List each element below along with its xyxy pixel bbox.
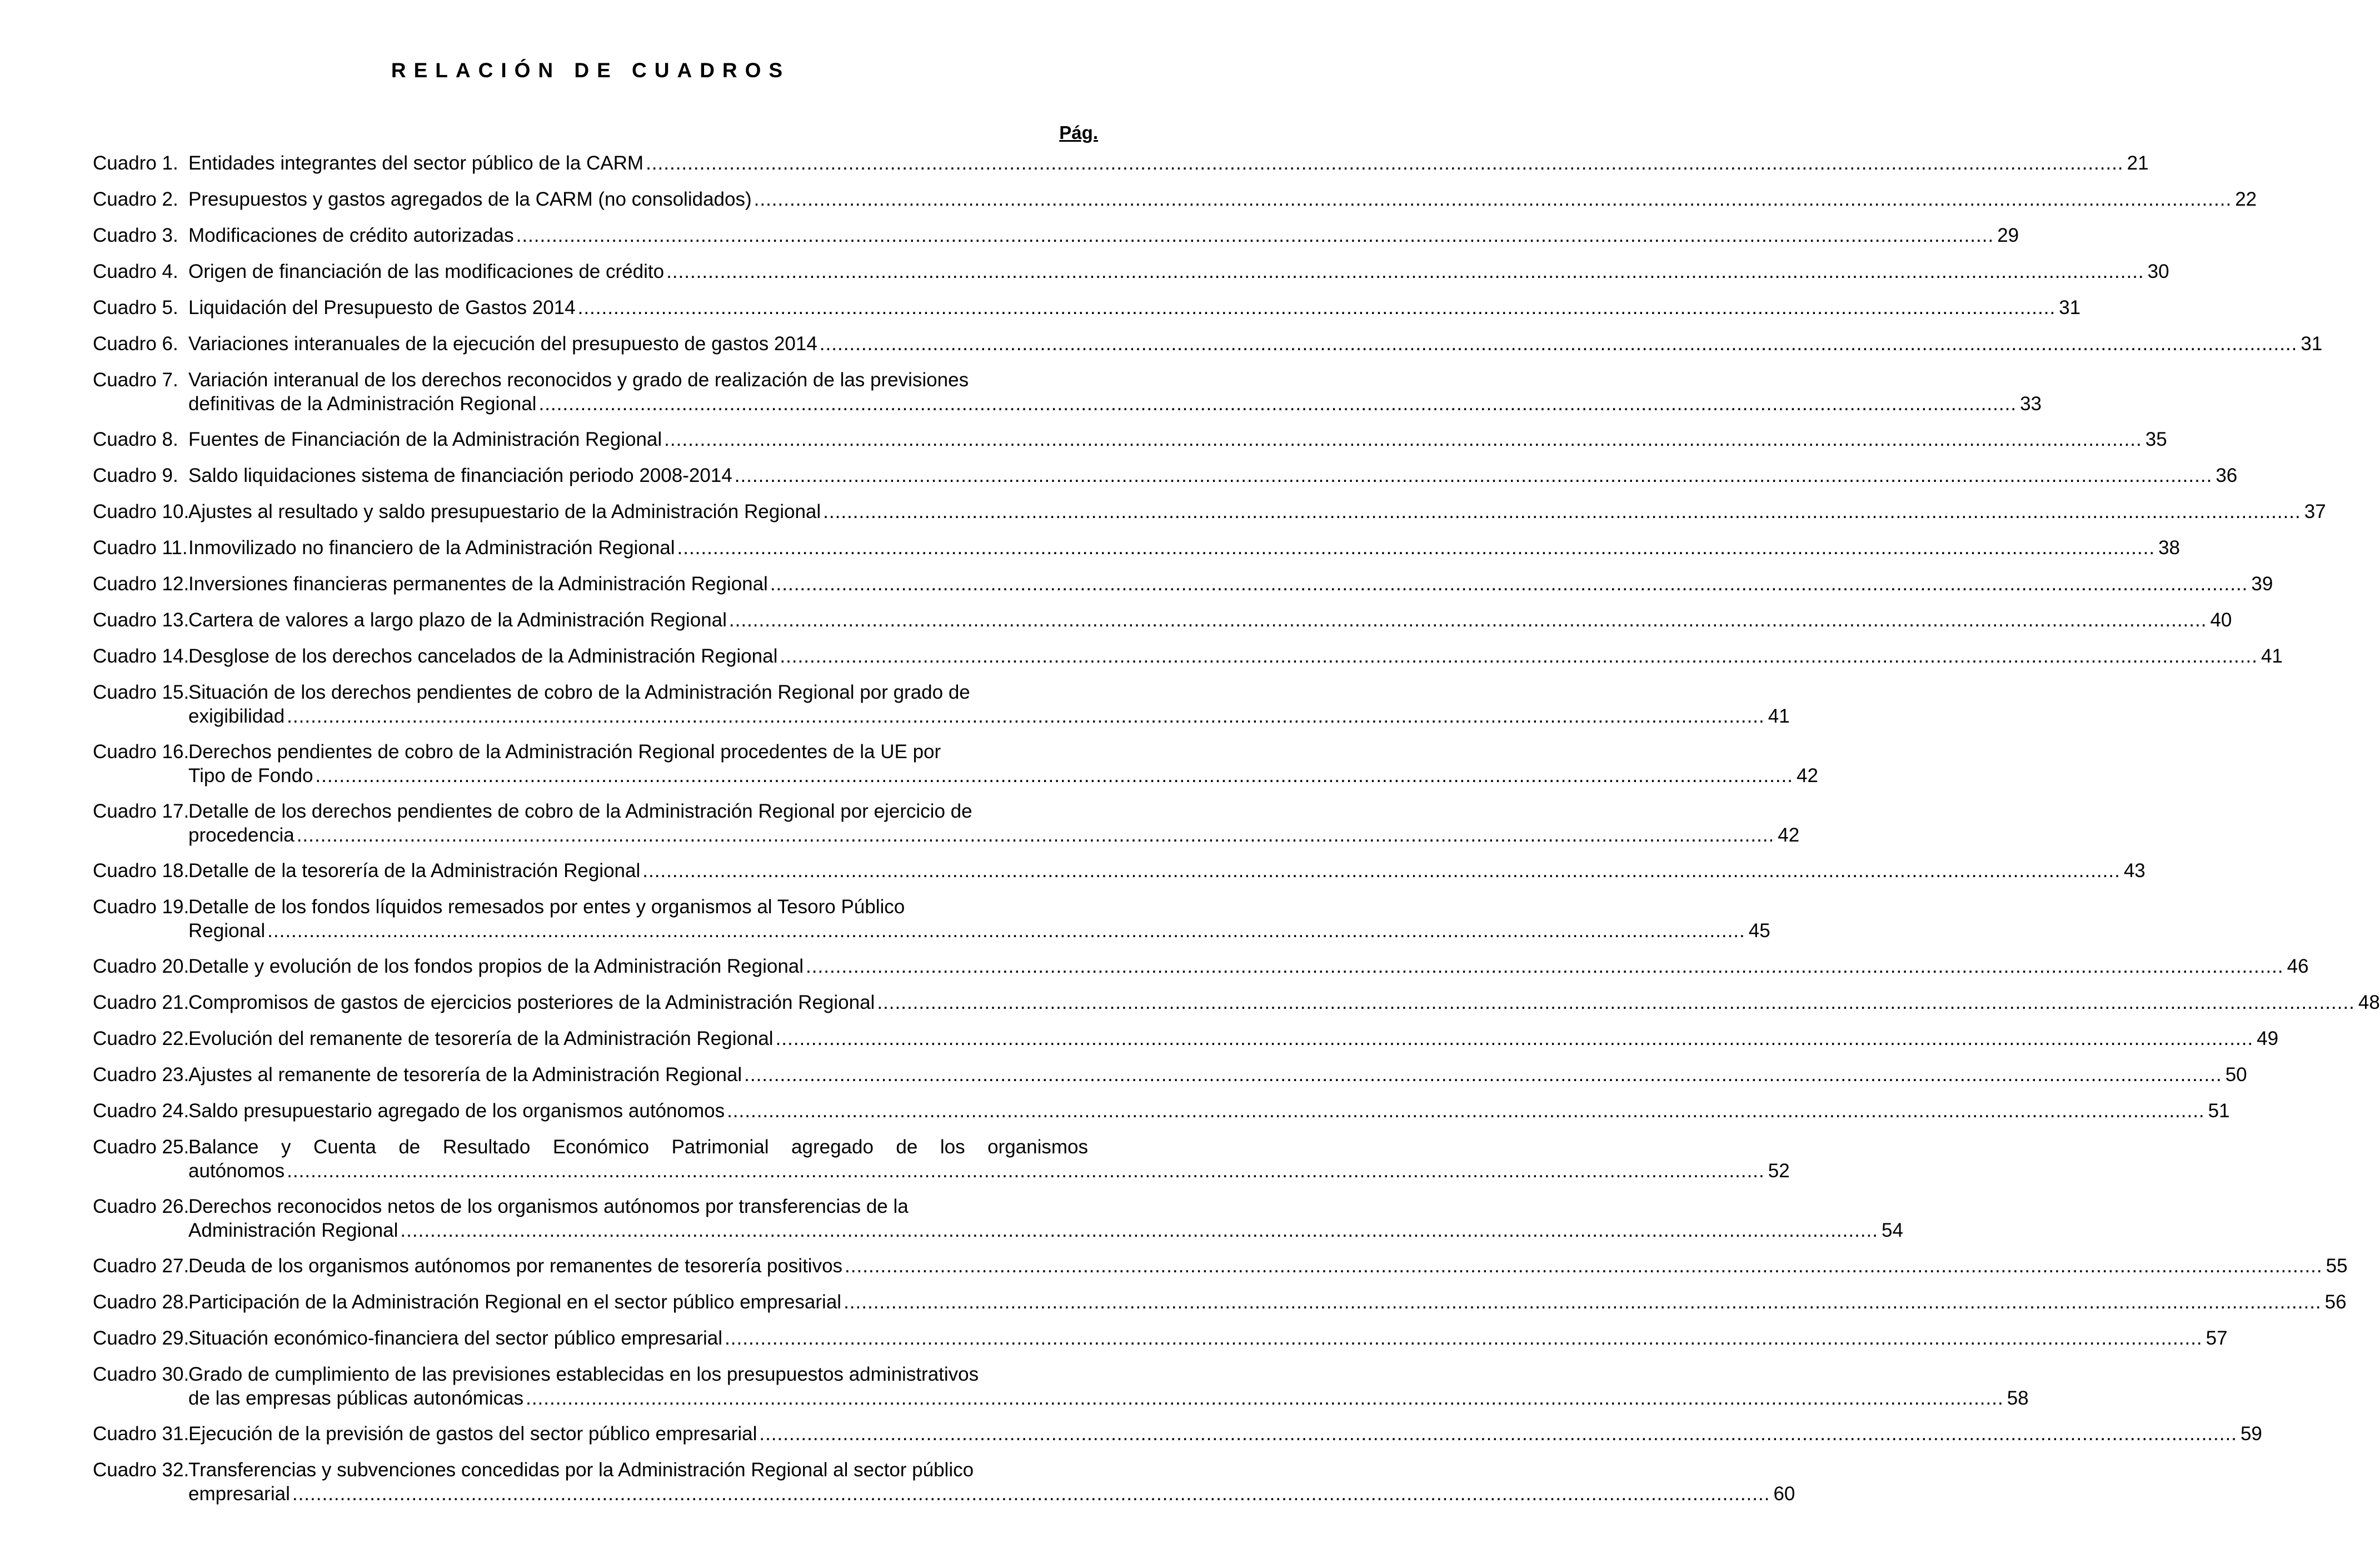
toc-entry-title: Fuentes de Financiación de la Administración Regional: [188, 429, 662, 450]
toc-entry: [93, 151, 2149, 175]
toc-entry-title: Entidades integrantes del sector público de la CARM: [188, 152, 644, 174]
toc-entry: [93, 464, 2238, 487]
dot-leader: [315, 764, 1793, 788]
toc-entry-title: Ejecución de la previsión de gastos del sector público empresarial: [188, 1423, 757, 1445]
toc-entry: [93, 895, 1770, 943]
toc-entry: [93, 954, 2309, 978]
toc-entry-page-number: 37: [2304, 501, 2326, 522]
toc-entry-title: Modificaciones de crédito autorizadas: [188, 225, 514, 246]
dot-leader: [292, 1482, 1770, 1506]
table-of-contents: [93, 151, 2380, 1517]
toc-entry-title: Cartera de valores a largo plazo de la Administración Regional: [188, 609, 727, 631]
toc-entry-title: Tipo de Fondo: [188, 765, 313, 787]
toc-entry-title: definitivas de la Administración Regional: [188, 393, 537, 415]
dot-leader: [759, 1422, 2237, 1446]
toc-entry: [93, 1458, 1795, 1506]
toc-entry-title: Participación de la Administración Regional en el sector público empresarial: [188, 1291, 842, 1313]
dot-leader: [578, 296, 2056, 320]
toc-entry: [93, 608, 2232, 632]
toc-entry: [93, 1326, 2228, 1350]
toc-entry-title: Ajustes al resultado y saldo presupuestario de la Administración Regional: [188, 501, 821, 522]
toc-entry-title-line1: Balance y Cuenta de Resultado Económico Patrimonial agregado de los organismos: [188, 1136, 1088, 1158]
toc-entry-title: autónomos: [188, 1160, 285, 1182]
dot-leader: [877, 990, 2355, 1014]
toc-entry-label: Cuadro 16.: [93, 741, 189, 763]
toc-entry: [93, 187, 2257, 211]
toc-entry-label: Cuadro 31.: [93, 1423, 189, 1445]
toc-entry-label: Cuadro 6.: [93, 333, 178, 355]
dot-leader: [735, 464, 2213, 487]
toc-entry-page-number: 43: [2123, 860, 2146, 882]
toc-entry-label: Cuadro 17.: [93, 800, 189, 822]
toc-entry: [93, 427, 2167, 451]
dot-leader: [297, 823, 1775, 847]
toc-entry: [93, 223, 2019, 247]
toc-entry-title: Administración Regional: [188, 1220, 398, 1241]
toc-entry-title-line1: Situación de los derechos pendientes de cobro de la Administración Regional por grado de: [188, 681, 970, 703]
toc-entry-page-number: 50: [2225, 1064, 2247, 1086]
toc-entry-title: Saldo presupuestario agregado de los organismos autónomos: [188, 1100, 725, 1122]
page-title: RELACIÓN DE CUADROS: [391, 59, 791, 82]
toc-entry-page-number: 31: [2301, 333, 2323, 355]
toc-entry-page-number: 42: [1797, 765, 1818, 787]
dot-leader: [729, 608, 2207, 632]
dot-leader: [820, 332, 2298, 356]
toc-entry-title-line1: Derechos reconocidos netos de los organismos autónomos por transferencias de la: [188, 1196, 909, 1217]
toc-entry-page-number: 41: [2261, 645, 2283, 667]
toc-entry-page-number: 48: [2358, 992, 2380, 1013]
toc-entry-title: Liquidación del Presupuesto de Gastos 2014: [188, 297, 576, 318]
dot-leader: [400, 1218, 1878, 1242]
toc-entry: [93, 368, 2042, 416]
toc-entry-title: procedencia: [188, 824, 295, 846]
toc-entry-label: Cuadro 10.: [93, 501, 189, 522]
toc-entry: [93, 1135, 1790, 1183]
toc-entry-page-number: 58: [2007, 1387, 2029, 1409]
toc-entry-title: Saldo liquidaciones sistema de financiación periodo 2008-2014: [188, 465, 732, 486]
toc-entry: [93, 572, 2273, 596]
toc-entry-label: Cuadro 12.: [93, 573, 189, 595]
dot-leader: [776, 1027, 2254, 1051]
toc-entry: [93, 644, 2283, 668]
toc-entry-page-number: 41: [1768, 705, 1790, 727]
toc-entry-title: Detalle de la tesorería de la Administración Regional: [188, 860, 641, 882]
dot-leader: [744, 1063, 2222, 1087]
toc-entry-title: Ajustes al remanente de tesorería de la Administración Regional: [188, 1064, 742, 1086]
toc-entry-label: Cuadro 7.: [93, 369, 178, 391]
dot-leader: [677, 536, 2156, 560]
toc-entry-label: Cuadro 1.: [93, 152, 178, 174]
toc-entry-page-number: 45: [1748, 920, 1770, 942]
dot-leader: [287, 704, 1765, 728]
toc-entry-label: Cuadro 11.: [93, 537, 188, 559]
toc-entry: [93, 799, 1800, 847]
toc-entry-label: Cuadro 30.: [93, 1363, 189, 1385]
toc-entry-title: de las empresas públicas autonómicas: [188, 1387, 524, 1409]
toc-entry-page-number: 38: [2158, 537, 2181, 559]
dot-leader: [642, 859, 2120, 883]
toc-entry-label: Cuadro 23.: [93, 1064, 189, 1086]
toc-entry-label: Cuadro 27.: [93, 1255, 189, 1277]
toc-entry-page-number: 57: [2206, 1327, 2228, 1349]
toc-entry: [93, 332, 2323, 356]
toc-entry-label: Cuadro 9.: [93, 465, 178, 486]
toc-entry-page-number: 49: [2257, 1028, 2279, 1049]
toc-entry: [93, 1254, 2348, 1278]
toc-entry-page-number: 59: [2240, 1423, 2262, 1445]
toc-entry-title-line1: Derechos pendientes de cobro de la Administración Regional procedentes de la UE por: [188, 741, 941, 763]
toc-entry-page-number: 31: [2059, 297, 2081, 318]
toc-entry-title: Inversiones financieras permanentes de la Administración Regional: [188, 573, 768, 595]
toc-entry-label: Cuadro 2.: [93, 188, 178, 210]
toc-entry-label: Cuadro 24.: [93, 1100, 189, 1122]
toc-entry-label: Cuadro 25.: [93, 1136, 189, 1158]
toc-entry-title: Variaciones interanuales de la ejecución del presupuesto de gastos 2014: [188, 333, 817, 355]
toc-entry: [93, 1194, 1903, 1242]
toc-entry-title-line1: Variación interanual de los derechos reconocidos y grado de realización de las previsiones: [188, 369, 969, 391]
toc-entry-label: Cuadro 22.: [93, 1028, 189, 1049]
dot-leader: [754, 187, 2232, 211]
toc-entry-label: Cuadro 4.: [93, 261, 178, 282]
dot-leader: [526, 1386, 2004, 1410]
toc-entry-page-number: 21: [2127, 152, 2149, 174]
toc-entry: [93, 536, 2181, 560]
toc-entry: [93, 859, 2146, 883]
toc-entry-page-number: 60: [1773, 1483, 1795, 1505]
toc-entry-label: Cuadro 29.: [93, 1327, 189, 1349]
toc-entry-label: Cuadro 28.: [93, 1291, 189, 1313]
toc-entry-title: exigibilidad: [188, 705, 285, 727]
toc-entry-label: Cuadro 20.: [93, 955, 189, 977]
toc-entry-title-line1: Detalle de los fondos líquidos remesados por entes y organismos al Tesoro Público: [188, 896, 905, 918]
toc-entry-label: Cuadro 5.: [93, 297, 178, 318]
toc-entry-page-number: 29: [1997, 225, 2019, 246]
dot-leader: [516, 223, 1994, 247]
dot-leader: [770, 572, 2248, 596]
toc-entry-title: Situación económico-financiera del sector público empresarial: [188, 1327, 723, 1349]
dot-leader: [664, 427, 2142, 451]
toc-entry-title: Detalle y evolución de los fondos propios de la Administración Regional: [188, 955, 804, 977]
toc-entry-title: Deuda de los organismos autónomos por remanentes de tesorería positivos: [188, 1255, 843, 1277]
toc-entry-label: Cuadro 26.: [93, 1196, 189, 1217]
toc-entry-title-line1: Transferencias y subvenciones concedidas por la Administración Regional al sector público: [188, 1459, 974, 1481]
toc-entry-page-number: 51: [2208, 1100, 2230, 1122]
toc-entry: [93, 740, 1818, 788]
toc-entry-page-number: 39: [2251, 573, 2273, 595]
toc-entry: [93, 260, 2169, 283]
toc-entry-label: Cuadro 13.: [93, 609, 189, 631]
toc-entry-page-number: 54: [1882, 1220, 1903, 1241]
toc-entry: [93, 1362, 2029, 1410]
toc-entry-label: Cuadro 18.: [93, 860, 189, 882]
toc-entry-page-number: 42: [1778, 824, 1800, 846]
toc-entry-page-number: 30: [2147, 261, 2169, 282]
toc-entry: [93, 1063, 2247, 1087]
toc-entry-title: Origen de financiación de las modificaciones de crédito: [188, 261, 665, 282]
toc-entry-title: Evolución del remanente de tesorería de la Administración Regional: [188, 1028, 774, 1049]
dot-leader: [806, 954, 2284, 978]
dot-leader: [845, 1254, 2323, 1278]
toc-entry-page-number: 52: [1768, 1160, 1790, 1182]
toc-entry-title: Presupuestos y gastos agregados de la CARM (no consolidados): [188, 188, 752, 210]
dot-leader: [823, 500, 2301, 524]
toc-entry: [93, 1422, 2262, 1446]
dot-leader: [267, 919, 1745, 943]
toc-entry-title: Compromisos de gastos de ejercicios posteriores de la Administración Regional: [188, 992, 875, 1013]
toc-entry-page-number: 40: [2210, 609, 2232, 631]
dot-leader: [646, 151, 2124, 175]
dot-leader: [538, 392, 2017, 416]
dot-leader: [725, 1326, 2203, 1350]
toc-entry-label: Cuadro 8.: [93, 429, 178, 450]
toc-entry-label: Cuadro 15.: [93, 681, 189, 703]
toc-entry-page-number: 22: [2235, 188, 2257, 210]
toc-entry-title: empresarial: [188, 1483, 290, 1505]
toc-entry: [93, 1027, 2279, 1051]
toc-entry-title: Desglose de los derechos cancelados de la Administración Regional: [188, 645, 778, 667]
toc-entry-title: Inmovilizado no financiero de la Administración Regional: [188, 537, 675, 559]
toc-entry: [93, 296, 2081, 320]
toc-entry-page-number: 35: [2145, 429, 2167, 450]
toc-entry: [93, 1290, 2347, 1314]
dot-leader: [844, 1290, 2322, 1314]
dot-leader: [780, 644, 2258, 668]
page-column-label: Pág.: [1059, 122, 1098, 143]
toc-entry-page-number: 33: [2020, 393, 2042, 415]
toc-entry-label: Cuadro 14.: [93, 645, 189, 667]
toc-entry-page-number: 46: [2287, 955, 2309, 977]
toc-entry-title-line1: Detalle de los derechos pendientes de cobro de la Administración Regional por ejercicio de: [188, 800, 972, 822]
toc-entry-label: Cuadro 3.: [93, 225, 178, 246]
toc-entry-label: Cuadro 32.: [93, 1459, 189, 1481]
toc-entry-label: Cuadro 21.: [93, 992, 189, 1013]
toc-entry-label: Cuadro 19.: [93, 896, 189, 918]
toc-entry-page-number: 55: [2326, 1255, 2348, 1277]
toc-entry-page-number: 36: [2216, 465, 2238, 486]
toc-entry: [93, 500, 2326, 524]
dot-leader: [666, 260, 2144, 283]
toc-entry-title: Regional: [188, 920, 266, 942]
toc-entry: [93, 1099, 2230, 1123]
dot-leader: [727, 1099, 2205, 1123]
toc-entry-page-number: 56: [2324, 1291, 2347, 1313]
dot-leader: [287, 1159, 1765, 1183]
toc-entry: [93, 990, 2380, 1014]
toc-entry-title-line1: Grado de cumplimiento de las previsiones establecidas en los presupuestos administrativos: [188, 1363, 979, 1385]
toc-entry: [93, 680, 1790, 728]
